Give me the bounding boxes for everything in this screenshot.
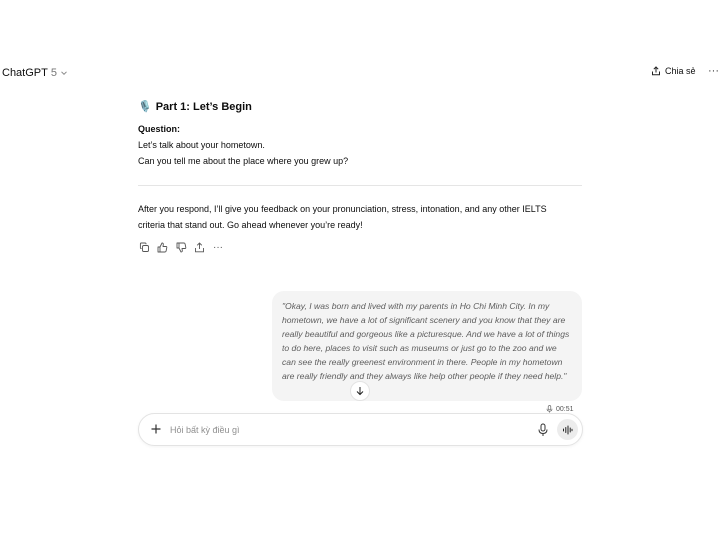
- more-options-button[interactable]: ···: [708, 65, 719, 77]
- composer: [138, 413, 583, 446]
- thumbs-up-icon: [157, 242, 168, 253]
- feedback-line-1: After you respond, I’ll give you feedback on your pronunciation, stress, intonation, and any other IELTS: [138, 204, 547, 214]
- model-name: ChatGPT: [2, 67, 48, 79]
- feedback-line-2: criteria that stand out. Go ahead whenever you’re ready!: [138, 220, 363, 230]
- question-label: Question:: [138, 124, 180, 134]
- top-bar: [0, 62, 720, 86]
- mic-icon: [546, 405, 553, 413]
- dictate-button[interactable]: [537, 423, 549, 437]
- message-input[interactable]: [170, 422, 470, 438]
- voice-mode-button[interactable]: [557, 419, 578, 440]
- microphone-emoji-icon: 🎙️: [138, 101, 152, 113]
- more-actions-button[interactable]: [212, 241, 224, 253]
- share-label: Chia sẻ: [665, 66, 696, 76]
- arrow-down-icon: [355, 386, 365, 396]
- plus-icon: [149, 422, 163, 436]
- user-message-bubble: [272, 291, 582, 401]
- voice-duration: [546, 405, 574, 413]
- share-button[interactable]: [651, 66, 696, 76]
- mic-icon: [537, 423, 549, 437]
- message-actions: [138, 241, 231, 253]
- thumbs-down-button[interactable]: [175, 241, 187, 253]
- voice-duration-text: 00:51: [556, 405, 574, 413]
- question-line-2: Can you tell me about the place where you grew up?: [138, 156, 349, 166]
- thumbs-up-button[interactable]: [157, 241, 169, 253]
- divider: [138, 185, 582, 186]
- model-version: 5: [50, 67, 57, 79]
- part-title: [138, 100, 252, 113]
- share-icon: [651, 66, 661, 76]
- voice-mode-icon: [562, 425, 573, 435]
- user-message-text: "Okay, I was born and lived with my parents in Ho Chi Minh City. In my hometown, we have a lot of significant scenery and you know that they are really beautiful and gorgeous like a picturesque. And we have a lot of things to do here, places to visit such as museums or just go to the zoo and we can see the really greenest environment in there. People in my hometown are really friendly and they always like help other people if they need help.": [282, 301, 570, 381]
- add-attachment-button[interactable]: [149, 422, 163, 436]
- chevron-down-icon: [60, 69, 68, 77]
- export-button[interactable]: [194, 241, 206, 253]
- copy-icon: [139, 242, 150, 253]
- more-actions-label: ···: [213, 241, 223, 253]
- thumbs-down-icon: [176, 242, 187, 253]
- question-line-1: Let’s talk about your hometown.: [138, 140, 265, 150]
- part-title-text: Part 1: Let’s Begin: [155, 100, 252, 113]
- model-selector[interactable]: [2, 67, 68, 79]
- copy-button[interactable]: [138, 241, 150, 253]
- scroll-to-bottom-button[interactable]: [350, 381, 370, 401]
- share-icon: [194, 242, 205, 253]
